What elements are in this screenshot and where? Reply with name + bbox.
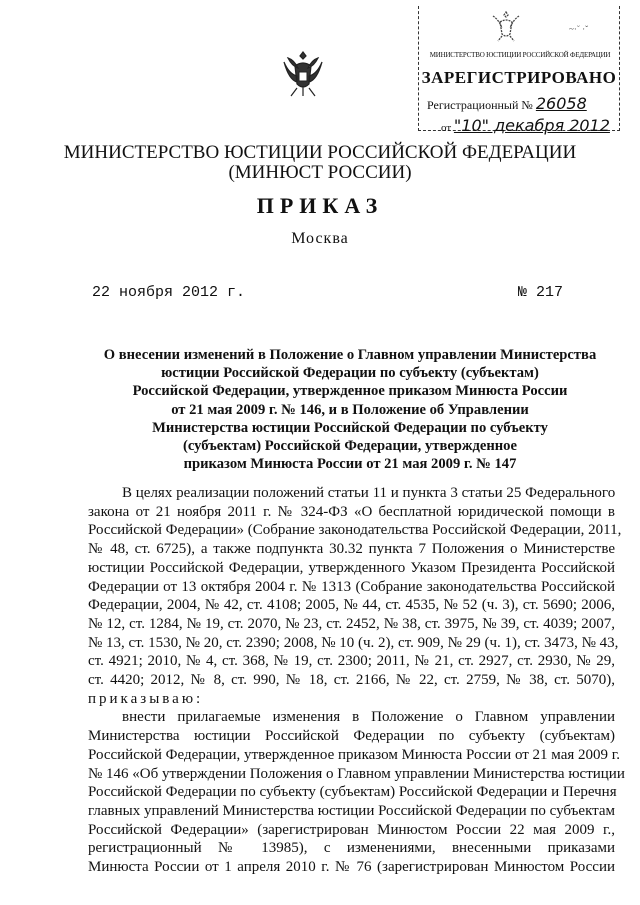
body-line: Российской Федерации, утвержденное приказом Минюста России от 21 мая 2009 г. [88, 746, 620, 763]
document-title [60, 346, 640, 473]
document-body [88, 484, 625, 877]
body-line: ст. 4921; 2010, № 4, ст. 368, № 19, ст. 2300; 2011, № 21, ст. 2927, ст. 2930, № 29, [88, 653, 615, 670]
body-line: регистрационный № 13985), с изменениями, внесенными приказами [88, 840, 615, 857]
body-line: Минюста России от 1 апреля 2010 г. № 76 (зарегистрирован Минюстом России [88, 859, 615, 876]
body-line: № 48, ст. 6725), а также подпункта 30.32 пункта 7 Положения о Министерстве [88, 541, 615, 558]
stamp-reg-number [427, 94, 587, 113]
body-line: № 12, ст. 1284, № 19, ст. 2070, № 23, ст. 2452, № 38, ст. 3975, № 39, ст. 4039; 2007, [88, 615, 615, 632]
stamp-status: ЗАРЕГИСТРИРОВАНО [421, 68, 617, 87]
reg-label: Регистрационный № [427, 98, 533, 112]
stamp-organization: МИНИСТЕРСТВО ЮСТИЦИИ РОССИЙСКОЙ ФЕДЕРАЦИИ [429, 51, 611, 59]
ministry-name: МИНИСТЕРСТВО ЮСТИЦИИ РОССИЙСКОЙ ФЕДЕРАЦИИ [63, 142, 577, 163]
title-line: от 21 мая 2009 г. № 146, и в Положение об Управлении [171, 401, 529, 418]
order-date: 22 ноября 2012 г. [92, 284, 246, 301]
body-line: главных управлений Министерства юстиции Российской Федерации по субъектам [88, 802, 616, 819]
body-line: Министерства юстиции Российской Федерации по субъекту (субъектам) [88, 728, 615, 745]
stamp-date [441, 116, 610, 135]
date-value: "10" декабря 2012 [453, 116, 610, 135]
stamp-emblem-icon [489, 10, 523, 42]
body-line: Российской Федерации» (зарегистрирован Минюстом России 22 мая 2009 г., [88, 821, 615, 838]
ministry-short-name: (МИНЮСТ РОССИИ) [228, 162, 412, 183]
stamp-scribble: ~·˘ ·ˇ [569, 24, 589, 34]
body-line: № 13, ст. 1530, № 20, ст. 2390; 2008, № 10 (ч. 2), ст. 909, № 29 (ч. 1), ст. 3473, № 43, [88, 634, 619, 651]
body-line: ст. 4420; 2012, № 8, ст. 990, № 18, ст. 2166, № 22, ст. 2759, № 38, ст. 5070), [88, 672, 615, 689]
reg-number-value: 26058 [535, 94, 587, 113]
title-line: юстиции Российской Федерации по субъекту (субъектам) [161, 365, 539, 382]
body-line: внести прилагаемые изменения в Положение о Главном управлении [122, 709, 615, 726]
body-line: юстиции Российской Федерации, утвержденного Указом Президента Российской [88, 559, 615, 576]
title-line: Министерства юстиции Российской Федерации по субъекту [152, 419, 548, 436]
body-line: № 146 «Об утверждении Положения о Главном управлении Министерства юстиции [88, 765, 625, 782]
date-prefix: от [441, 122, 452, 134]
body-line: Федерации, 2004, № 42, ст. 4108; 2005, № 44, ст. 4535, № 52 (ч. 3), ст. 5690; 2006, [88, 597, 615, 614]
body-line: Российской Федерации» (Собрание законодательства Российской Федерации, 2011, [88, 522, 622, 539]
registration-stamp [418, 6, 620, 135]
body-line: В целях реализации положений статьи 11 и пункта 3 статьи 25 Федерального [122, 485, 616, 501]
order-number: № 217 [518, 284, 564, 301]
title-line: (субъектам) Российской Федерации, утвержденное [183, 438, 517, 455]
city: Москва [291, 230, 349, 247]
body-line: Федерации от 13 октября 2004 г. № 1313 (Собрание законодательства Российской [88, 578, 615, 595]
title-line: Российской Федерации, утвержденное приказом Минюста России [132, 383, 568, 400]
body-line: закона от 21 ноября 2011 г. № 324-ФЗ «О бесплатной юридической помощи в [88, 503, 615, 520]
title-line: О внесении изменений в Положение о Главном управлении Министерства [103, 347, 597, 363]
body-line: Российской Федерации по субъекту (субъектам) Российской Федерации и Перечня [88, 784, 617, 801]
body-line: приказываю: [88, 690, 204, 707]
coat-of-arms-emblem [280, 48, 326, 100]
document-type: ПРИКАЗ [256, 193, 384, 218]
title-line: приказом Минюста России от 21 мая 2009 г. № 147 [183, 456, 517, 473]
